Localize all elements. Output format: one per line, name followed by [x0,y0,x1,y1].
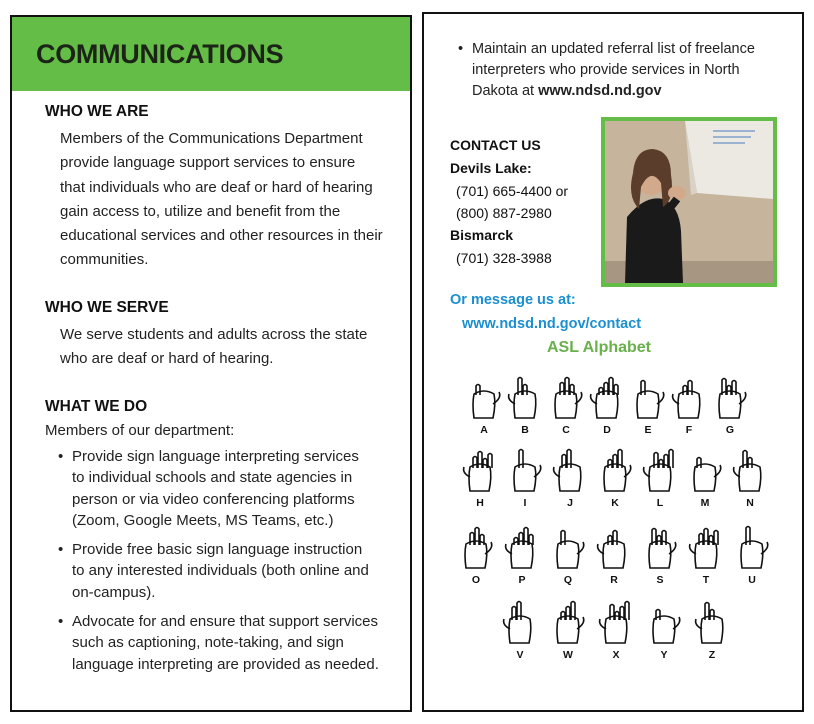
asl-letter-label: Z [708,649,716,661]
list-item [58,539,393,603]
what-we-do-list [58,446,393,683]
asl-letter-label: G [725,424,735,436]
text-line: on-campus). [72,583,156,601]
asl-sign-24 [642,599,686,661]
text-line: provide language support services to ensure [60,154,356,172]
asl-sign-5 [667,374,711,436]
hand-sign-icon [626,374,670,422]
asl-sign-16 [546,524,590,586]
hand-sign-icon [585,374,629,422]
contact-location-devils-lake: Devils Lake: [450,160,532,176]
hand-sign-icon [638,524,682,572]
asl-letter-label: A [480,424,488,436]
asl-letter-label: K [611,497,619,509]
text-line: interpreters who provide services in North [472,62,740,78]
list-item [58,446,393,531]
section-banner [12,17,410,91]
asl-sign-23 [594,599,638,661]
asl-sign-1 [503,374,547,436]
asl-sign-2 [544,374,588,436]
text-line: language interpreting are provided as needed. [72,655,379,673]
hand-sign-icon [642,599,686,647]
asl-sign-22 [546,599,590,661]
asl-sign-3 [585,374,629,436]
text-line: to individual schools and state agencies in [72,469,353,487]
hand-sign-icon [594,599,638,647]
page-title: COMMUNICATIONS [36,39,284,69]
asl-sign-11 [638,447,682,509]
text-line: person or via video conferencing platforms [72,490,355,508]
phone-number[interactable]: (800) 887-2980 [456,205,552,221]
asl-sign-21 [498,599,542,661]
hand-sign-icon [544,374,588,422]
hand-sign-icon [690,599,734,647]
what-we-do-intro: Members of our department: [45,422,235,439]
asl-letter-label: H [476,497,484,509]
text-line: who are deaf or hard of hearing. [60,350,274,368]
asl-letter-label: N [746,497,754,509]
asl-sign-25 [690,599,734,661]
hand-sign-icon [498,599,542,647]
who-we-serve-heading: WHO WE SERVE [45,299,169,316]
asl-sign-18 [638,524,682,586]
text-line: to any interested individuals (both online and [72,562,369,580]
asl-letter-label: O [471,574,481,586]
what-we-do-heading: WHAT WE DO [45,398,148,415]
text-line: • Provide sign language interpreting services [72,448,359,465]
asl-letter-label: B [521,424,529,436]
list-item [58,611,393,675]
hand-sign-icon [503,374,547,422]
asl-letter-label: D [603,424,611,436]
hand-sign-icon [593,447,637,495]
contact-heading: CONTACT US [450,137,541,153]
asl-letter-label: I [523,497,527,509]
hand-sign-icon [728,447,772,495]
interpreter-photo-illustration [605,121,773,283]
asl-sign-7 [458,447,502,509]
asl-sign-13 [728,447,772,509]
asl-sign-17 [592,524,636,586]
text-line: • Maintain an updated referral list of freelance [472,41,755,57]
hand-sign-icon [730,524,774,572]
contact-location-bismarck: Bismarck [450,227,514,243]
asl-letter-label: T [702,574,710,586]
who-we-serve-text [60,323,400,372]
text-line: that individuals who are deaf or hard of hearing [60,178,373,196]
hand-sign-icon [638,447,682,495]
asl-sign-4 [626,374,670,436]
hand-sign-icon [548,447,592,495]
text-line: Members of the Communications Department [60,130,363,147]
asl-letter-label: U [748,574,756,586]
hand-sign-icon [500,524,544,572]
hand-sign-icon [458,447,502,495]
text-line: We serve students and adults across the state [60,326,368,343]
asl-sign-20 [730,524,774,586]
phone-number[interactable]: (701) 328-3988 [456,250,552,266]
asl-alphabet-title: ASL Alphabet [547,339,652,356]
website-link[interactable]: www.ndsd.nd.gov [538,83,662,99]
text-line: gain access to, utilize and benefit from the [60,202,341,220]
message-label: Or message us at: [450,292,576,308]
asl-letter-label: M [700,497,710,509]
who-we-are-text [60,127,400,273]
asl-letter-label: P [518,574,526,586]
asl-letter-label: X [612,649,620,661]
hand-sign-icon [454,524,498,572]
contact-link[interactable]: www.ndsd.nd.gov/contact [462,316,642,332]
text-line: • Provide free basic sign language instruction [72,541,363,559]
hand-sign-icon [667,374,711,422]
list-item [458,39,788,102]
asl-sign-9 [548,447,592,509]
asl-sign-15 [500,524,544,586]
asl-sign-19 [684,524,728,586]
asl-letter-label: L [656,497,664,509]
hand-sign-icon [503,447,547,495]
right-panel [422,12,804,712]
asl-letter-label: W [563,649,573,661]
text-line: such as captioning, note-taking, and sign [72,634,344,652]
asl-letter-label: Y [660,649,668,661]
phone-number[interactable]: (701) 665-4400 or [456,183,569,199]
asl-letter-label: V [516,649,524,661]
text-line: • Advocate for and ensure that support services [72,613,379,631]
hand-sign-icon [684,524,728,572]
hand-sign-icon [462,374,506,422]
hand-sign-icon [546,524,590,572]
asl-sign-12 [683,447,727,509]
asl-letter-label: J [567,497,573,509]
asl-sign-14 [454,524,498,586]
asl-letter-label: S [656,574,664,586]
asl-letter-label: F [685,424,693,436]
asl-sign-0 [462,374,506,436]
text-line [472,81,788,102]
asl-letter-label: Q [563,574,573,586]
text-fragment: Dakota at [472,83,539,99]
hand-sign-icon [708,374,752,422]
hand-sign-icon [546,599,590,647]
hand-sign-icon [592,524,636,572]
text-line: (Zoom, Google Meets, MS Teams, etc.) [72,511,334,529]
referral-list [458,39,788,102]
text-line: communities. [60,251,149,269]
asl-letter-label: C [562,424,570,436]
asl-sign-8 [503,447,547,509]
left-panel [10,15,412,712]
asl-sign-10 [593,447,637,509]
who-we-are-heading: WHO WE ARE [45,103,149,120]
text-line: educational services and other resources in their [60,227,383,245]
asl-sign-6 [708,374,752,436]
interpreter-photo [601,117,777,287]
hand-sign-icon [683,447,727,495]
asl-letter-label: R [610,574,618,586]
asl-letter-label: E [644,424,652,436]
